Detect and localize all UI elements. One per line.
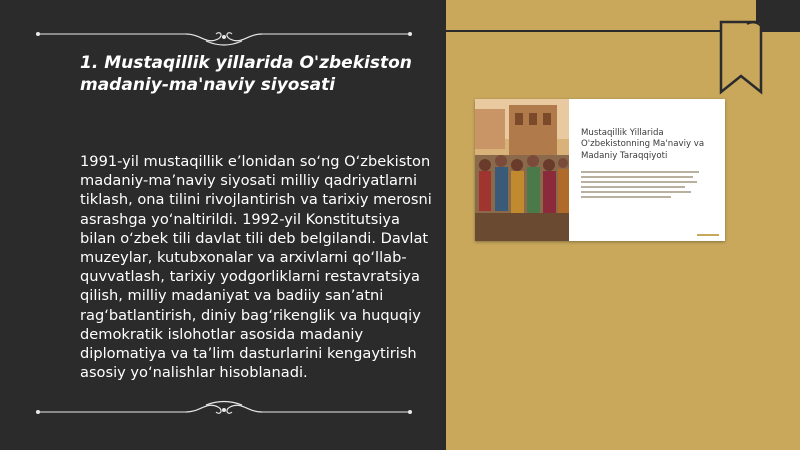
slide-body-text: 1991-yil mustaqillik e’lonidan so‘ng O‘zbekiston madaniy-ma’naviy siyosati milliy qadriyatlarni tiklash, ona tilini rivojlantirish va tarixiy merosni asrashga yo‘naltirildi. 1992-yil Konstitutsiya bilan o‘zbek tili davlat tili deb belgilandi. Davlat muzeylar, kutubxonalar va arxivlarni qo‘llab-quvvatlash, tarixiy yodgorliklarni restavratsiya qilish, milliy madaniyat va badiiy san’atni rag‘batlantirish, diniy bag‘rikenglik va huquqiy demokratik islohotlar asosida madaniy diplomatiya va ta’lim dasturlarini kengaytirish asosiy yo‘nalishlar hisoblanadi. [80, 153, 432, 382]
bottom-flourish-ornament [36, 398, 412, 420]
top-flourish-ornament [36, 27, 412, 49]
slide-thumbnail[interactable] [475, 99, 725, 241]
market-crowd-image [475, 99, 569, 241]
thumbnail-text-lines [581, 171, 701, 201]
slide-title: 1. Mustaqillik yillarida O'zbekiston madaniy-ma'naviy siyosati [80, 53, 412, 95]
thumbnail-footer-mark [697, 234, 719, 236]
bookmark-ribbon-icon [717, 18, 765, 100]
thumbnail-title: Mustaqillik Yillarida O'zbekistonning Ma'naviy va Madaniy Taraqqiyoti [581, 128, 705, 161]
